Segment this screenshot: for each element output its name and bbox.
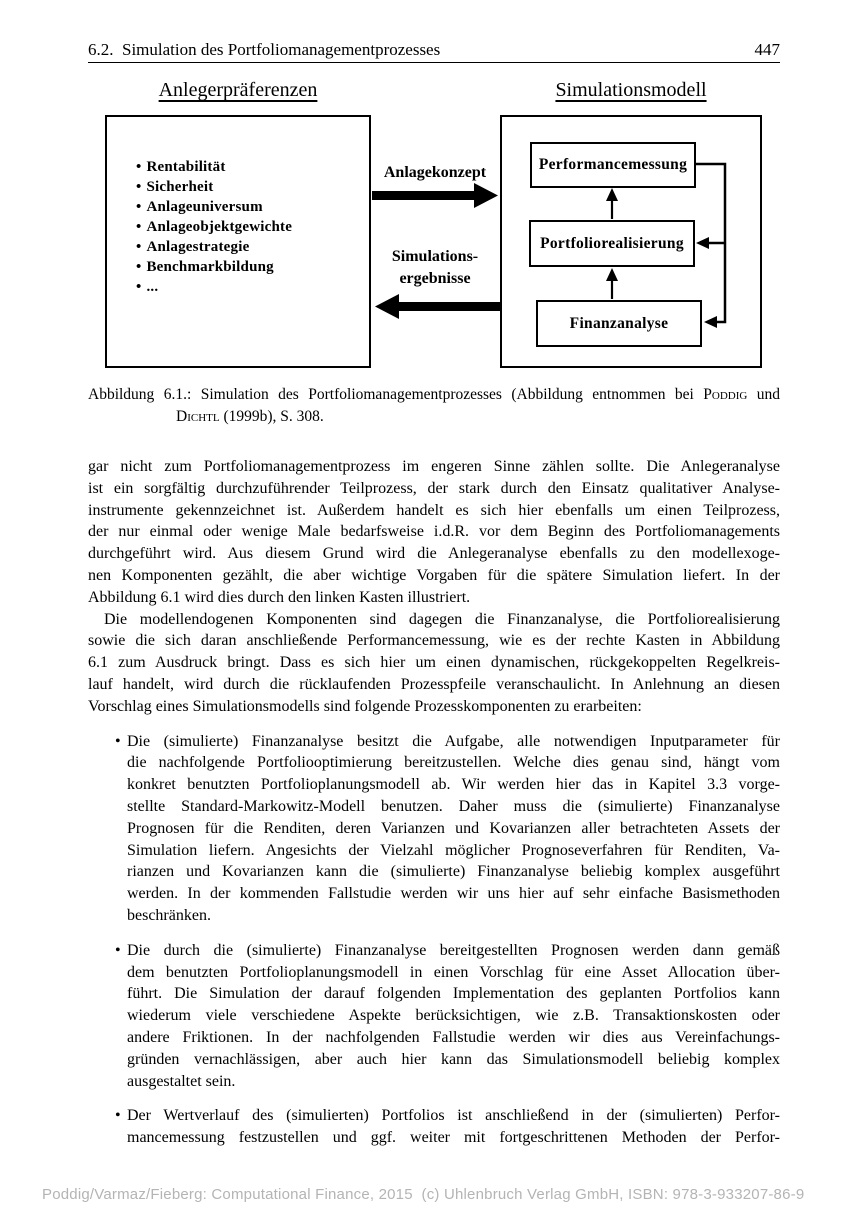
figure-heading-simulationsmodell: Simulationsmodell: [555, 79, 707, 101]
bullet-icon: •: [115, 1107, 121, 1125]
caption-text: (1999b), S. 308.: [219, 408, 324, 425]
page-header: [88, 40, 780, 63]
caption-smallcaps-dichtl: Dichtl: [176, 408, 220, 425]
arrow-label-line2: ergebnisse: [399, 270, 471, 287]
preference-label: Rentabilität: [146, 159, 226, 175]
caption-text: und: [747, 386, 781, 403]
bullet-icon: •: [136, 199, 142, 215]
preference-label: Benchmarkbildung: [146, 259, 274, 275]
caption-text: Abbildung 6.1.: Simulation des Portfoliomanagementprozesses (Abbildung entnommen bei: [88, 386, 704, 403]
preference-item: [136, 157, 366, 177]
header-page-number: 447: [754, 40, 780, 59]
model-box: [530, 142, 696, 188]
caption-smallcaps-poddig: Poddig: [703, 386, 748, 403]
preference-item: [136, 257, 366, 277]
model-box-label: Portfoliorealisierung: [540, 234, 684, 252]
footer-credit: Poddig/Varmaz/Fieberg: Computational Finance, 2015 (c) Uhlenbruch Verlag GmbH, ISBN: 978-3-933207-86-9: [42, 1186, 805, 1203]
preference-item: [136, 197, 366, 217]
caption-line1: [88, 384, 780, 406]
preference-label: Anlageuniversum: [146, 199, 263, 215]
paragraph-1: gar nicht zum Portfoliomanagementprozess im engeren Sinne zählen sollte. Die Anlegeranalyse ist ein sorgfältig durchzuführender Teilprozess, der stark durch den Einsatz qualitativer Analyse- instrumente gekennzeichnet ist. Außerdem handelt es sich hier ebenfalls um einen Teilprozess, der nur einmal oder wenige Male bedarfsweise i.d.R. vor dem Beginn des Portfoliomanagements durchgeführt wird. Aus diesem Grund wird die Anlegeranalyse ebenfalls zu den modellexoge- nen Komponenten gezählt, die aber wichtige Vorgaben für die spätere Simulation liefert. In der Abbildung 6.1 wird dies durch den linken Kasten illustriert.: [88, 458, 780, 606]
model-box: [536, 300, 702, 347]
arrow-label-anlagekonzept: Anlagekonzept: [383, 164, 487, 181]
bullet-icon: •: [136, 159, 142, 175]
bullet-item-finanzanalyse: [88, 731, 780, 927]
bullet-item-text: Der Wertverlauf des (simulierten) Portfolios ist anschließend in der (simulierten) Perfor- mancemessung festzustellen und ggf. weiter mit fortgeschrittenen Methoden der Perfor-: [127, 1107, 780, 1147]
simulationsergebnisse-arrow: [375, 294, 500, 319]
bullet-icon: •: [136, 179, 142, 195]
preference-label: Sicherheit: [146, 179, 214, 195]
figure-heading-anlegerpraeferenzen: Anlegerpräferenzen: [158, 79, 318, 101]
bullet-icon: •: [136, 239, 142, 255]
paragraph-2: Die modellendogenen Komponenten sind dagegen die Finanzanalyse, die Portfoliorealisierung sowie die sich daran anschließende Performancemessung, wie es der rechte Kasten in Abbildung 6.1 zum Ausdruck bringt. Dass es sich hier um einen dynamischen, rückgekoppelten Regelkreis- lauf handelt, wird durch die rücklaufenden Prozesspfeile veranschaulicht. In Anlehnung an diesen Vorschlag eines Simulationsmodells sind folgende Prozesskomponenten zu erarbeiten:: [88, 610, 780, 715]
model-box-label: Performancemessung: [538, 156, 688, 173]
bullet-icon: •: [136, 259, 142, 275]
model-box: [529, 220, 695, 267]
bullet-icon: •: [115, 941, 121, 959]
bullet-item-text: Die durch die (simulierte) Finanzanalyse bereitgestellten Prognosen werden dann gemäß dem benutzten Portfolioplanungsmodell in einen Vorschlag für eine Asset Allocation über- führt. Die Simulation der darauf folgenden Implementation des geplanten Portfolios kann wiederum viele verschiedene Aspekte berücksichtigen, wie z.B. Transaktionskosten oder andere Friktionen. In der nachfolgenden Fallstudie werden wir dies aus Vereinfachungs- gründen vernachlässigen, aber auch hier kann das Simulationsmodell beliebig komplex ausgestaltet sein.: [127, 941, 780, 1090]
preference-item: [136, 277, 366, 297]
caption-line2: [176, 406, 780, 428]
anlagekonzept-arrow: [372, 183, 498, 208]
bullet-icon: •: [136, 279, 142, 295]
bullet-item-portfoliorealisierung: [88, 940, 780, 1093]
arrow-label-line1: Simulations-: [391, 248, 479, 265]
preference-item: [136, 237, 366, 257]
arrow-label-simulationsergebnisse: [369, 246, 501, 290]
preference-item: [136, 177, 366, 197]
bullet-icon: •: [136, 219, 142, 235]
body-text: [88, 456, 780, 1149]
preference-item: [136, 217, 366, 237]
bullet-item-performancemessung: [88, 1105, 780, 1149]
bullet-icon: •: [115, 732, 121, 750]
header-section-title: 6.2. Simulation des Portfoliomanagementprozesses: [88, 40, 441, 59]
model-box-label: Finanzanalyse: [569, 314, 669, 332]
figure-caption: [88, 384, 780, 428]
preference-label: ...: [146, 279, 159, 295]
bullet-item-text: Die (simulierte) Finanzanalyse besitzt die Aufgabe, alle notwendigen Inputparameter für die nachfolgende Portfoliooptimierung bereitzustellen. Welche dies genau sind, hängt vom konkret benutzten Portfolioplanungsmodell ab. Wir werden hier das in Kapitel 3.3 vorge- stellte Standard-Markowitz-Modell benutzen. Daher muss die (simulierte) Finanzanalyse Prognosen für die Renditen, deren Varianzen und Kovarianzen aller betrachteten Assets der Simulation liefern. Angesichts der Vielzahl möglicher Prognoseverfahren für Renditen, Va- rianzen und Kovarianzen kann die (simulierte) Finanzanalyse beliebig komplex ausgeführt werden. In der kommenden Fallstudie werden wir uns hier auf sehr einfache Basismethoden beschränken.: [127, 732, 780, 924]
preference-label: Anlagestrategie: [146, 239, 250, 255]
process-bullet-list: [88, 731, 780, 1149]
preferences-list: [136, 157, 366, 297]
preference-label: Anlageobjektgewichte: [146, 219, 293, 235]
